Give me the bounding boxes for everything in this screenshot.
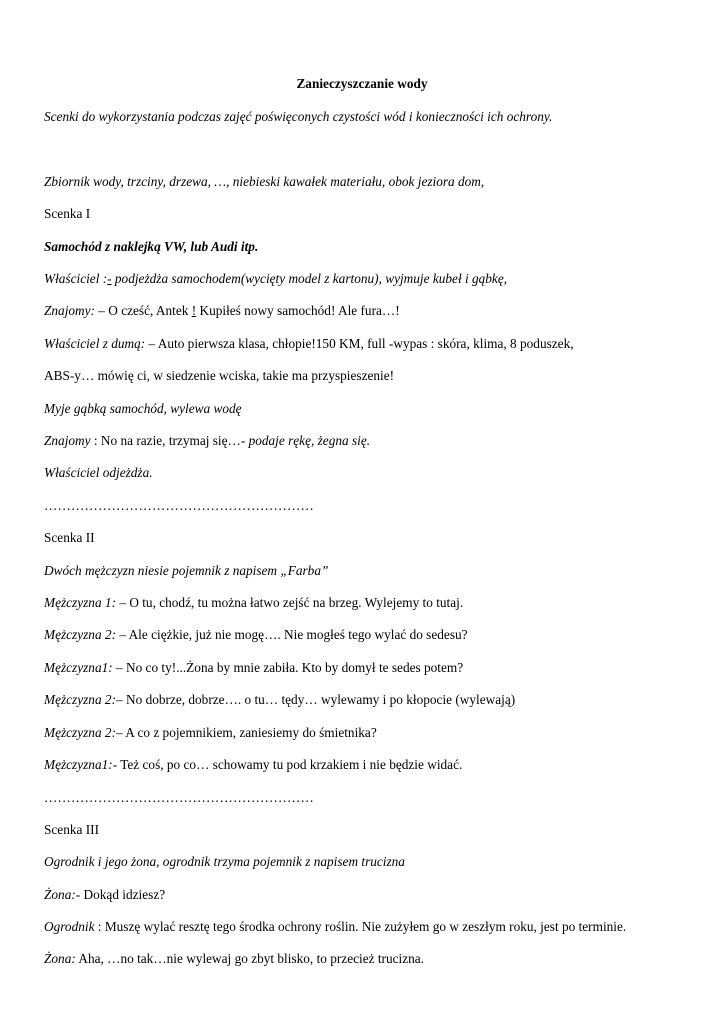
speaker: Żona: [44, 887, 76, 902]
speaker: Mężczyzna 2: [44, 725, 117, 740]
speaker: Mężczyzna1: [44, 660, 113, 675]
scene3-line-2 [44, 918, 626, 936]
scene1-line-2 [44, 302, 400, 320]
speaker: Znajomy [44, 433, 91, 448]
scene1-line-3 [44, 335, 574, 353]
scene2-line-4 [44, 691, 515, 709]
dialogue: – Ale ciężkie, już nie mogę…. Nie mogłeś tego wylać do sedesu? [116, 627, 468, 642]
separator-2: …………………………………………………… [44, 790, 314, 805]
speaker: Ogrodnik [44, 919, 95, 934]
scene3-setting: Ogrodnik i jego żona, ogrodnik trzyma pojemnik z napisem trucizna [44, 854, 405, 869]
dialogue: Aha, …no tak…nie wylewaj go zbyt blisko, to przecież trucizna. [75, 951, 424, 966]
scene1-line-1 [44, 270, 507, 288]
scene2-setting: Dwóch mężczyzn niesie pojemnik z napisem „Farba” [44, 563, 329, 578]
separator-1: …………………………………………………… [44, 498, 314, 513]
speaker: Mężczyzna 1: [44, 595, 117, 610]
dialogue: : Muszę wylać resztę tego środka ochrony roślin. Nie zużyłem go w zeszłym roku, jest po terminie. [94, 919, 627, 934]
dialogue: – A co z pojemnikiem, zaniesiemy do śmietnika? [116, 725, 377, 740]
scene1-setting: Samochód z naklejką VW, lub Audi itp. [44, 239, 259, 254]
scene1-line-4: ABS-y… mówię ci, w siedzenie wciska, takie ma przyspieszenie! [44, 368, 395, 383]
scene3-line-3 [44, 950, 424, 968]
scene3-heading: Scenka III [44, 822, 100, 837]
props-description: Zbiornik wody, trzciny, drzewa, …, niebieski kawałek materiału, obok jeziora dom, [44, 174, 485, 189]
speaker: Właściciel : [44, 271, 108, 286]
dash: - [107, 271, 112, 286]
dialogue: - Też coś, po co… schowamy tu pod krzakiem i nie będzie widać. [112, 757, 463, 772]
speaker: Mężczyzna1: [44, 757, 113, 772]
scene2-line-3 [44, 659, 463, 677]
speaker: Znajomy: [44, 303, 95, 318]
speaker: Żona: [44, 951, 76, 966]
scene2-line-5 [44, 724, 377, 742]
document-title: Zanieczyszczanie wody [296, 76, 428, 91]
speaker: Mężczyzna 2: [44, 627, 117, 642]
stage-direction: podaje rękę, żegna się. [248, 433, 371, 448]
dialogue-excl: ! [191, 303, 197, 318]
dialogue: – No dobrze, dobrze…. o tu… tędy… wylewamy i po kłopocie (wylewają) [116, 692, 516, 707]
scene1-action-2: Właściciel odjeżdża. [44, 465, 153, 480]
dialogue: - Dokąd idziesz? [75, 887, 166, 902]
dialogue: – Auto pierwsza klasa, chłopie!150 KM, full -wypas : skóra, klima, 8 poduszek, [145, 336, 574, 351]
scene1-line-6 [44, 432, 370, 450]
scene2-line-6 [44, 756, 462, 774]
scene1-action-1: Myje gąbką samochód, wylewa wodę [44, 401, 242, 416]
dialogue: – O tu, chodź, tu można łatwo zejść na brzeg. Wylejemy to tutaj. [116, 595, 464, 610]
dialogue: – No co ty!...Żona by mnie zabiła. Kto by domył te sedes potem? [112, 660, 464, 675]
scene2-heading: Scenka II [44, 530, 95, 545]
speaker: Mężczyzna 2: [44, 692, 117, 707]
speaker: Właściciel z dumą: [44, 336, 146, 351]
document-subtitle: Scenki do wykorzystania podczas zajęć poświęconych czystości wód i konieczności ich ochrony. [44, 109, 553, 124]
dialogue: – O cześć, Antek [94, 303, 192, 318]
scene2-line-2 [44, 626, 468, 644]
scene2-line-1 [44, 594, 463, 612]
scene3-line-1 [44, 886, 165, 904]
dialogue: Kupiłeś nowy samochód! Ale fura…! [196, 303, 400, 318]
stage-direction: podjeżdża samochodem(wycięty model z kartonu), wyjmuje kubeł i gąbkę, [111, 271, 508, 286]
scene1-heading: Scenka I [44, 206, 91, 221]
dialogue: : No na razie, trzymaj się…- [90, 433, 249, 448]
